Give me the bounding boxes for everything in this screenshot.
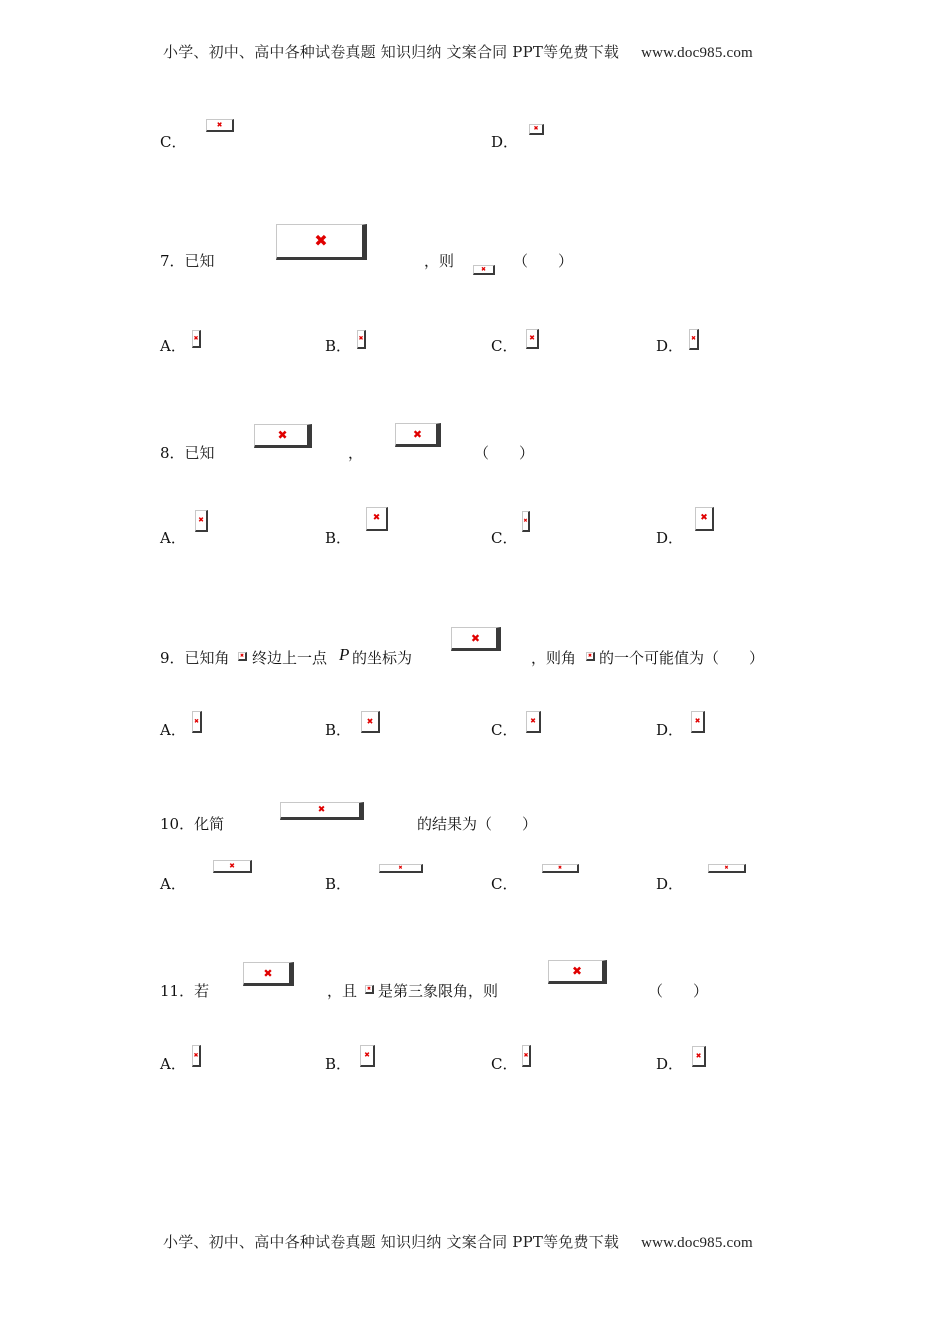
broken-image-icon: ✖ (193, 1051, 199, 1059)
q11-mid-a: ，且 (327, 982, 358, 1000)
broken-image-icon: ✖ (694, 717, 701, 725)
q6-option-c-label: C． (160, 133, 187, 151)
q9-option-a-image (192, 711, 202, 733)
q8-option-b-image (366, 507, 388, 531)
q10-option-c-label: C． (491, 875, 518, 893)
q9-option-a-label: A． (160, 721, 186, 739)
q9-option-d-label: D． (656, 721, 684, 739)
q11-option-c-image (522, 1045, 531, 1067)
q9-stem-d: ，则角 (531, 649, 577, 667)
q8-option-a-image (195, 510, 208, 532)
q11-option-c-label: C． (491, 1055, 518, 1073)
q7-option-d-label: D． (656, 337, 684, 355)
q9-alpha-image-1 (238, 652, 247, 661)
page-header (163, 41, 753, 62)
q9-option-c-label: C． (491, 721, 518, 739)
broken-image-icon: ✖ (358, 335, 364, 342)
q7-option-b-image (357, 330, 366, 349)
q10-option-c-image (542, 864, 579, 873)
q7-option-c-label: C． (491, 337, 518, 355)
q10-stem: 10．化简 (160, 815, 225, 833)
broken-image-icon: ✖ (366, 716, 374, 726)
q10-expression-image (280, 802, 364, 820)
q8-condition-1-formula-image (254, 424, 312, 448)
q9-stem-b: 终边上一点 (252, 649, 328, 667)
q6-option-d-label: D． (491, 133, 519, 151)
broken-image-icon: ✖ (239, 652, 245, 659)
broken-image-icon: ✖ (470, 631, 478, 645)
broken-image-icon: ✖ (229, 861, 235, 870)
broken-image-icon: ✖ (216, 120, 223, 129)
q11-option-a-image (192, 1045, 201, 1067)
broken-image-icon: ✖ (690, 335, 697, 342)
broken-image-icon: ✖ (398, 864, 403, 871)
q10-option-d-image (708, 864, 746, 873)
q10-tail: 的结果为（ ） (417, 815, 538, 833)
q9-alpha-image-2 (586, 652, 595, 661)
broken-image-icon: ✖ (317, 804, 323, 815)
broken-image-icon: ✖ (263, 966, 270, 980)
broken-image-icon: ✖ (695, 1051, 702, 1060)
q7-option-c-image (526, 329, 539, 349)
broken-image-icon: ✖ (523, 517, 528, 524)
broken-image-icon: ✖ (724, 864, 729, 871)
q9-option-b-label: B． (325, 721, 352, 739)
q10-option-d-label: D． (656, 875, 684, 893)
footer-site: www.doc985.com (641, 1235, 753, 1251)
q9-option-d-image (691, 711, 705, 733)
broken-image-icon: ✖ (700, 513, 708, 523)
q11-stem: 11．若 (160, 982, 210, 1000)
broken-image-icon: ✖ (366, 985, 372, 992)
q11-mid-b: 是第三象限角，则 (378, 982, 499, 1000)
broken-image-icon: ✖ (571, 964, 580, 978)
q8-answer-paren: （ ） (474, 444, 535, 462)
broken-image-icon: ✖ (314, 231, 325, 250)
q11-option-d-label: D． (656, 1055, 684, 1073)
q10-option-a-label: A． (160, 875, 186, 893)
header-text: 小学、初中、高中各种试卷真题 知识归纳 文案合同 PPT等免费下载 (163, 43, 620, 61)
broken-image-icon: ✖ (529, 334, 535, 342)
broken-image-icon: ✖ (587, 652, 593, 659)
broken-image-icon: ✖ (193, 334, 199, 342)
q7-mid-text: ，则 (424, 252, 455, 270)
broken-image-icon: ✖ (533, 125, 539, 132)
q6-option-d-formula-image (529, 124, 544, 135)
q8-option-b-label: B． (325, 529, 352, 547)
q9-stem-a: 9．已知角 (160, 649, 230, 667)
q10-option-b-image (379, 864, 423, 873)
q11-option-a-label: A． (160, 1055, 186, 1073)
broken-image-icon: ✖ (198, 516, 204, 524)
q7-answer-paren: （ ） (513, 252, 574, 270)
broken-image-icon: ✖ (412, 427, 420, 441)
q7-target-formula-image (473, 265, 495, 275)
q9-stem-e: 的一个可能值为（ ） (599, 649, 765, 667)
broken-image-icon: ✖ (530, 717, 536, 725)
broken-image-icon: ✖ (193, 717, 200, 725)
q7-option-b-label: B． (325, 337, 352, 355)
header-site: www.doc985.com (641, 45, 753, 61)
q8-condition-2-formula-image (395, 423, 441, 447)
q9-coordinate-formula-image (451, 627, 501, 651)
q7-option-d-image (689, 329, 699, 350)
q11-alpha-image (365, 985, 374, 994)
q8-option-d-image (695, 507, 714, 531)
q8-option-c-image (522, 511, 530, 532)
broken-image-icon: ✖ (480, 265, 487, 273)
q8-stem: 8．已知 (160, 444, 215, 462)
q9-stem-c: 的坐标为 (352, 649, 413, 667)
q10-option-a-image (213, 860, 252, 873)
q11-option-d-image (692, 1046, 706, 1067)
q11-option-b-image (360, 1045, 375, 1067)
q9-option-b-image (361, 711, 380, 733)
broken-image-icon: ✖ (372, 513, 381, 523)
q11-target-formula-image (548, 960, 607, 984)
q11-option-b-label: B． (325, 1055, 352, 1073)
broken-image-icon: ✖ (557, 864, 563, 871)
q8-option-c-label: C． (491, 529, 518, 547)
footer-text: 小学、初中、高中各种试卷真题 知识归纳 文案合同 PPT等免费下载 (163, 1233, 620, 1251)
q7-option-a-image (192, 330, 201, 348)
q8-comma: ， (348, 444, 364, 462)
q7-stem: 7．已知 (160, 252, 215, 270)
q8-option-d-label: D． (656, 529, 684, 547)
broken-image-icon: ✖ (277, 428, 285, 442)
q8-option-a-label: A． (160, 529, 186, 547)
q6-option-c-formula-image (206, 119, 234, 132)
q11-answer-paren: （ ） (648, 982, 709, 1000)
q11-condition-formula-image (243, 962, 294, 986)
q7-option-a-label: A． (160, 337, 186, 355)
broken-image-icon: ✖ (523, 1051, 529, 1059)
q10-option-b-label: B． (325, 875, 352, 893)
q9-point-variable: P (339, 645, 350, 664)
broken-image-icon: ✖ (364, 1051, 370, 1059)
q7-condition-formula-image (276, 224, 367, 260)
page-footer (163, 1231, 753, 1252)
q9-option-c-image (526, 711, 541, 733)
